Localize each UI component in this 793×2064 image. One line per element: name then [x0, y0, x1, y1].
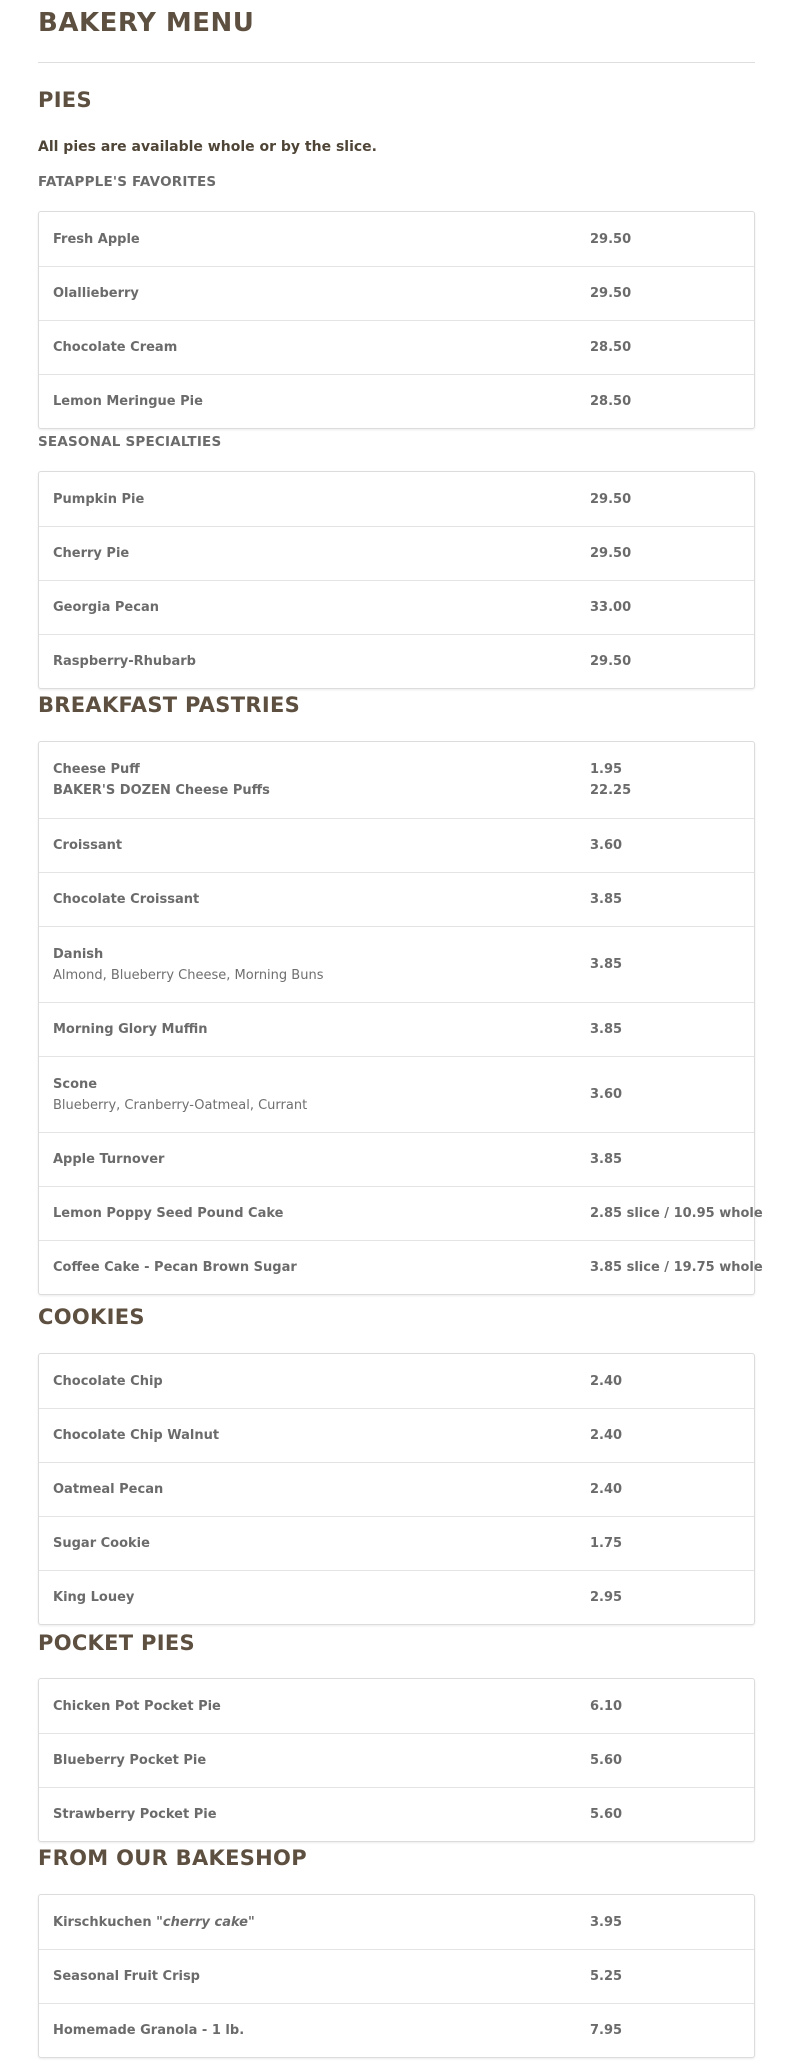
item-price: 3.85 slice / 19.75 whole [590, 1260, 763, 1275]
menu-row [39, 742, 754, 818]
item-price: 5.60 [590, 1753, 623, 1768]
item-name: Pumpkin Pie [53, 491, 145, 507]
menu-row [39, 872, 754, 926]
item-name: Cheese Puff [53, 762, 140, 777]
menu-row [39, 266, 754, 320]
item-name-secondary: BAKER'S DOZEN Cheese Puffs [53, 783, 270, 798]
item-name: Apple Turnover [53, 1152, 165, 1167]
menu-row [39, 374, 754, 428]
item-name: Sugar Cookie [53, 1536, 150, 1551]
item-description: Blueberry, Cranberry-Oatmeal, Currant [53, 1097, 308, 1113]
item-name: Oatmeal Pecan [53, 1482, 164, 1497]
item-name: Chocolate Chip Walnut [53, 1428, 220, 1443]
item-price: 3.85 [590, 1152, 623, 1167]
item-description: Almond, Blueberry Cheese, Morning Buns [53, 967, 324, 983]
item-price: 2.40 [590, 1373, 623, 1389]
item-name: Croissant [53, 838, 123, 853]
section-heading-cookies: COOKIES [38, 1305, 145, 1329]
item-price: 29.50 [590, 491, 632, 507]
menu-row [39, 1056, 754, 1132]
item-name: Scone [53, 1076, 98, 1092]
menu-table-breakfast [38, 741, 763, 1295]
item-name: King Louey [53, 1590, 135, 1605]
menu-row [39, 212, 754, 266]
menu-row [39, 818, 754, 872]
item-name: Cherry Pie [53, 546, 130, 561]
item-price: 29.50 [590, 286, 632, 301]
item-price: 5.25 [590, 1969, 623, 1984]
menu-row [39, 2003, 754, 2057]
item-price: 2.85 slice / 10.95 whole [590, 1206, 763, 1221]
item-name: Lemon Poppy Seed Pound Cake [53, 1206, 284, 1221]
item-price: 3.85 [590, 892, 623, 907]
item-price: 2.95 [590, 1590, 623, 1605]
menu-row [39, 1132, 754, 1186]
menu-row [39, 634, 754, 688]
menu-row [39, 926, 754, 1002]
item-name: Chocolate Croissant [53, 892, 200, 907]
title-divider [38, 62, 755, 63]
item-name: Chocolate Cream [53, 340, 178, 355]
menu-row [39, 1787, 754, 1841]
item-name: Strawberry Pocket Pie [53, 1807, 217, 1822]
menu-row [39, 1354, 754, 1408]
item-price: 3.95 [590, 1914, 623, 1930]
menu-row [39, 526, 754, 580]
menu-row [39, 1408, 754, 1462]
item-name: Fresh Apple [53, 231, 140, 247]
menu-row [39, 1462, 754, 1516]
menu-row [39, 1186, 763, 1240]
item-price: 3.85 [590, 1022, 623, 1037]
item-name: Raspberry-Rhubarb [53, 654, 196, 669]
item-name: Seasonal Fruit Crisp [53, 1969, 200, 1984]
item-price: 3.85 [590, 957, 623, 972]
section-heading-pocket-pies: POCKET PIES [38, 1631, 195, 1655]
page-title: BAKERY MENU [38, 8, 255, 38]
menu-row [39, 1570, 754, 1624]
menu-row [39, 1895, 754, 1949]
menu-table-cookies [38, 1353, 755, 1625]
menu-table-pocket-pies [38, 1678, 755, 1842]
subheading-seasonal: SEASONAL SPECIALTIES [38, 434, 222, 450]
item-name: Danish [53, 946, 104, 962]
item-name: Georgia Pecan [53, 600, 159, 615]
item-name: Chocolate Chip [53, 1373, 163, 1389]
item-price: 3.60 [590, 1087, 623, 1102]
menu-row [39, 580, 754, 634]
item-name-italic: "cherry cake" [156, 1914, 255, 1930]
item-price: 2.40 [590, 1428, 623, 1443]
item-price: 33.00 [590, 600, 632, 615]
menu-row [39, 1733, 754, 1787]
item-price: 28.50 [590, 340, 632, 355]
item-name: Chicken Pot Pocket Pie [53, 1698, 221, 1714]
item-price: 29.50 [590, 654, 632, 669]
section-heading-pies: PIES [38, 88, 92, 112]
item-name: Blueberry Pocket Pie [53, 1753, 207, 1768]
item-price: 7.95 [590, 2023, 623, 2038]
item-price: 2.40 [590, 1482, 623, 1497]
pies-note: All pies are available whole or by the slice. [38, 139, 377, 155]
item-price: 29.50 [590, 231, 632, 247]
item-price: 1.95 [590, 762, 623, 777]
item-price: 1.75 [590, 1536, 623, 1551]
item-name: Morning Glory Muffin [53, 1022, 208, 1037]
menu-row [39, 320, 754, 374]
menu-row [39, 1679, 754, 1733]
subheading-favorites: FATAPPLE'S FAVORITES [38, 174, 217, 190]
item-price: 6.10 [590, 1698, 623, 1714]
menu-table-favorites [38, 211, 755, 429]
menu-table-seasonal [38, 471, 755, 689]
item-price: 29.50 [590, 546, 632, 561]
item-price: 3.60 [590, 838, 623, 853]
menu-row [39, 1516, 754, 1570]
menu-table-bakeshop [38, 1894, 755, 2058]
item-name: Homemade Granola - 1 lb. [53, 2023, 245, 2038]
item-name: Lemon Meringue Pie [53, 394, 203, 409]
item-price-secondary: 22.25 [590, 783, 632, 798]
item-name: Olallieberry [53, 286, 139, 301]
section-heading-bakeshop: FROM OUR BAKESHOP [38, 1846, 307, 1870]
item-name: Kirschkuchen [53, 1914, 152, 1930]
item-price: 28.50 [590, 394, 632, 409]
item-price: 5.60 [590, 1807, 623, 1822]
item-name: Coffee Cake - Pecan Brown Sugar [53, 1260, 297, 1275]
menu-row [39, 1240, 763, 1294]
menu-row [39, 1949, 754, 2003]
section-heading-breakfast: BREAKFAST PASTRIES [38, 693, 301, 717]
menu-row [39, 1002, 754, 1056]
menu-row [39, 472, 754, 526]
